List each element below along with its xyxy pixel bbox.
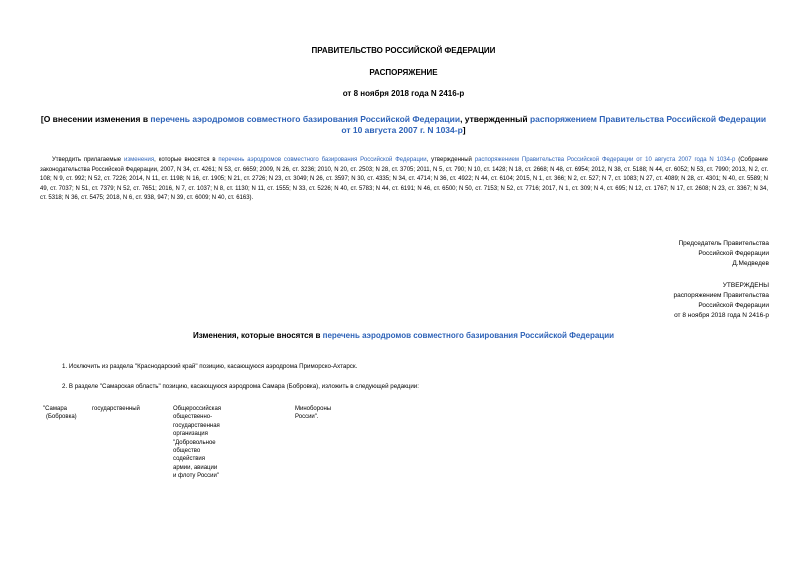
body-text-4: (Собрание законодательства Российской Федерации, 2007, N 34, ст. 4261; N 53, ст. 6659; 2009, N 26, ст. 3236; 2010, N 20, ст. 2503; N 28, ст. 3705; 2011, N 5, ст. 790; N 10, ст. 1428; N 18, ст. 2668; N 48, ст. 6954; 2012, N 38, ст. 5188; N 44, ст. 6052; N 53, ст. 7990; 2013, N 2, ст. 108; N 9, ст. 992; N 52, ст. 7226; 2014, N 11, ст. 1198; N 16, ст. 1905; N 21, ст. 2726; N 23, ст. 3049; N 26, ст. 3597; N 30, ст. 4335; N 34, ст. 4714; N 36, ст. 4922; N 44, ст. 6104; 2015, N 1, ст. 366; N 2, ст. 527; N 7, ст. 1083; N 27, ст. 4089; N 28, ст. 4301; N 40, ст. 5589; N 49, ст. 7037; N 51, ст. 7379; N 52, ст. 7651; 2016, N 7, ст. 1037; N 8, ст. 1130; N 11, ст. 1555; N 33, ст. 5226; N 40, ст. 5783; N 44, ст. 6191; N 46, ст. 6500; N 50, ст. 7153; N 52, ст. 7716; 2017, N 1, ст. 309; N 4, ст. 695; N 12, ст. 1767; N 17, ст. 2608; N 23, ст. 3367; N 34, ст. 5318; N 36, ст. 5475; 2018, N 6, ст. 938, 947; N 39, ст. 6009; N 40, ст. 6163).	[40, 157, 768, 202]
cell-aerodrome	[43, 405, 77, 422]
cell-org-line1: Общероссийская общественно-	[173, 406, 222, 421]
approved-country: Российской Федерации	[698, 302, 769, 309]
cell-org-line4: армии, авиации и флоту России"	[173, 464, 219, 480]
heading-text-mid: , утвержденный	[460, 114, 530, 124]
heading-text-open: [О внесении изменения в	[40, 114, 151, 124]
approved-order: распоряжением Правительства	[673, 292, 769, 299]
cell-org-line2: государственная организация	[173, 422, 220, 438]
heading-link-order[interactable]: распоряжением Правительства Российской Федерации от 10 августа 2007 г. N 1034-р	[341, 114, 767, 135]
body-link-list[interactable]: перечень аэродромов совместного базирования Российской Федерации	[218, 157, 427, 163]
signature-position: Председатель Правительства	[678, 240, 769, 247]
body-text-1: Утвердить прилагаемые	[52, 157, 124, 163]
body-text-2: , которые вносятся в	[154, 157, 219, 163]
cell-organization	[173, 405, 221, 481]
approved-label: УТВЕРЖДЕНЫ	[722, 282, 769, 289]
cell-org-line3: "Добровольное общество содействия	[173, 439, 216, 463]
heading-link-list[interactable]: перечень аэродромов совместного базирования Российской Федерации	[150, 114, 461, 124]
cell-ministry-line1: Минобороны	[295, 406, 332, 412]
cell-aerodrome-line2: (Бобровка)	[46, 414, 77, 421]
cell-ministry-line2: России".	[295, 414, 319, 421]
government-title: ПРАВИТЕЛЬСТВО РОССИЙСКОЙ ФЕДЕРАЦИИ	[311, 46, 496, 55]
document-type: РАСПОРЯЖЕНИЕ	[369, 68, 438, 77]
body-link-order[interactable]: распоряжением Правительства Российской Федерации от 10 августа 2007 года N 1034-р	[474, 157, 736, 163]
body-text-3: , утвержденный	[426, 157, 475, 163]
body-link-changes[interactable]: изменения	[123, 157, 155, 163]
cell-ministry	[295, 405, 331, 422]
changes-title	[0, 331, 807, 340]
approved-date: от 8 ноября 2018 года N 2416-р	[674, 312, 769, 319]
changes-title-text: Изменения, которые вносятся в	[192, 331, 323, 340]
signature-name: Д.Медведев	[732, 260, 769, 267]
changes-title-link[interactable]: перечень аэродромов совместного базирования Российской Федерации	[322, 331, 615, 340]
changes-item-2: 2. В разделе "Самарская область" позицию, касающуюся аэродрома Самара (Бобровка), изложить в следующей редакции:	[62, 383, 419, 390]
document-heading	[40, 114, 767, 136]
cell-aerodrome-line1: "Самара	[43, 406, 68, 412]
approved-block	[529, 281, 769, 321]
changes-item-1: 1. Исключить из раздела "Краснодарский край" позицию, касающуюся аэродрома Приморско-Ахтарск.	[62, 363, 358, 370]
body-paragraph	[40, 156, 768, 204]
cell-type: государственный	[92, 406, 140, 412]
signature-country: Российской Федерации	[698, 250, 769, 257]
heading-text-close: ]	[462, 125, 466, 135]
document-date: от 8 ноября 2018 года N 2416-р	[342, 89, 465, 98]
signature-block	[529, 239, 769, 269]
